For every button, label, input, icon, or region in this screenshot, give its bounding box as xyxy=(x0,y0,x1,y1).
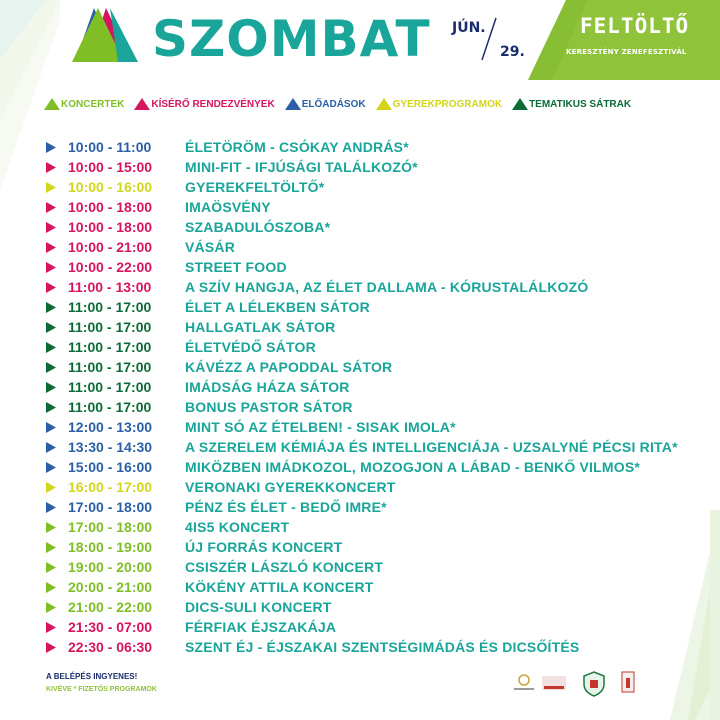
schedule-title: ÉLETVÉDŐ SÁTOR xyxy=(185,339,316,355)
schedule-title: IMÁDSÁG HÁZA SÁTOR xyxy=(185,379,350,395)
schedule-row xyxy=(46,517,710,537)
schedule-title: HALLGATLAK SÁTOR xyxy=(185,319,336,335)
legend-triangle-icon xyxy=(376,98,392,110)
schedule-row xyxy=(46,177,710,197)
schedule-title: CSISZÉR LÁSZLÓ KONCERT xyxy=(185,559,384,575)
schedule-title: IMAÖSVÉNY xyxy=(185,199,271,215)
sponsor-logos xyxy=(512,670,672,700)
schedule-time: 10:00 - 16:00 xyxy=(68,179,153,195)
play-arrow-icon xyxy=(46,522,56,533)
schedule-time: 20:00 - 21:00 xyxy=(68,579,153,595)
sponsor-logo-3 xyxy=(584,672,604,696)
schedule-time: 11:00 - 17:00 xyxy=(68,399,152,415)
brand-name: FELTÖLTŐ xyxy=(580,14,690,38)
schedule-title: SZABADULÓSZOBA* xyxy=(185,219,331,235)
play-arrow-icon xyxy=(46,262,56,273)
play-arrow-icon xyxy=(46,162,56,173)
sponsor-logo-4 xyxy=(622,672,634,692)
schedule-time: 11:00 - 17:00 xyxy=(68,319,152,335)
schedule-title: MINT SÓ AZ ÉTELBEN! - SISAK IMOLA* xyxy=(185,419,456,435)
schedule-title: ÉLETÖRÖM - CSÓKAY ANDRÁS* xyxy=(185,139,409,155)
schedule-time: 21:30 - 07:00 xyxy=(68,619,153,635)
schedule-time: 11:00 - 17:00 xyxy=(68,339,152,355)
schedule-row xyxy=(46,217,710,237)
schedule-time: 11:00 - 13:00 xyxy=(68,279,152,295)
schedule-title: KÁVÉZZ A PAPODDAL SÁTOR xyxy=(185,359,393,375)
legend-label: KÍSÉRŐ RENDEZVÉNYEK xyxy=(151,98,275,110)
schedule-row xyxy=(46,137,710,157)
schedule-time: 19:00 - 20:00 xyxy=(68,559,153,575)
schedule-time: 17:00 - 18:00 xyxy=(68,499,153,515)
date-day: 29. xyxy=(500,44,525,60)
play-arrow-icon xyxy=(46,222,56,233)
schedule-title: PÉNZ ÉS ÉLET - BEDŐ IMRE* xyxy=(185,499,387,515)
schedule-title: MIKÖZBEN IMÁDKOZOL, MOZOGJON A LÁBAD - BENKŐ VILMOS* xyxy=(185,459,641,475)
legend-label: TEMATIKUS SÁTRAK xyxy=(529,98,632,110)
legend-triangle-icon xyxy=(512,98,528,110)
schedule-title: BONUS PASTOR SÁTOR xyxy=(185,399,353,415)
schedule-time: 11:00 - 17:00 xyxy=(68,299,152,315)
schedule-title: A SZERELEM KÉMIÁJA ÉS INTELLIGENCIÁJA - UZSALYNÉ PÉCSI RITA* xyxy=(185,439,678,455)
schedule-time: 12:00 - 13:00 xyxy=(68,419,153,435)
schedule-time: 11:00 - 17:00 xyxy=(68,359,152,375)
schedule-row xyxy=(46,157,710,177)
schedule-title: GYEREKFELTÖLTŐ* xyxy=(185,179,325,195)
legend-label: GYEREKPROGRAMOK xyxy=(392,98,503,110)
free-entry-note: A BELÉPÉS INGYENES! xyxy=(46,672,138,681)
schedule-time: 10:00 - 18:00 xyxy=(68,199,153,215)
schedule-row xyxy=(46,477,710,497)
schedule-row xyxy=(46,617,710,637)
schedule-row xyxy=(46,557,710,577)
play-arrow-icon xyxy=(46,582,56,593)
schedule-row xyxy=(46,277,710,297)
schedule-title: FÉRFIAK ÉJSZAKÁJA xyxy=(185,619,337,635)
schedule-row xyxy=(46,257,710,277)
schedule-title: KÖKÉNY ATTILA KONCERT xyxy=(185,579,374,595)
schedule-row xyxy=(46,417,710,437)
schedule-title: ÉLET A LÉLEKBEN SÁTOR xyxy=(185,299,370,315)
schedule-list xyxy=(46,137,710,657)
brand-panel xyxy=(528,0,720,80)
play-arrow-icon xyxy=(46,282,56,293)
legend-triangle-icon xyxy=(134,98,150,110)
schedule-row xyxy=(46,297,710,317)
paid-programs-note: KIVÉVE * FIZETŐS PROGRAMOK xyxy=(46,686,157,693)
date-month: JÚN. xyxy=(452,20,486,36)
schedule-time: 13:30 - 14:30 xyxy=(68,439,153,455)
schedule-time: 17:00 - 18:00 xyxy=(68,519,153,535)
schedule-title: SZENT ÉJ - ÉJSZAKAI SZENTSÉGIMÁDÁS ÉS DICSŐÍTÉS xyxy=(185,639,580,655)
schedule-time: 18:00 - 19:00 xyxy=(68,539,153,555)
schedule-time: 10:00 - 21:00 xyxy=(68,239,153,255)
play-arrow-icon xyxy=(46,342,56,353)
schedule-time: 10:00 - 11:00 xyxy=(68,139,152,155)
play-arrow-icon xyxy=(46,642,56,653)
schedule-row xyxy=(46,577,710,597)
festival-triangles-logo xyxy=(72,8,142,62)
play-arrow-icon xyxy=(46,362,56,373)
play-arrow-icon xyxy=(46,542,56,553)
sponsor-logo-1 xyxy=(514,675,534,690)
legend-item xyxy=(512,98,631,110)
schedule-title: STREET FOOD xyxy=(185,259,287,275)
legend-triangle-icon xyxy=(44,98,60,110)
schedule-time: 10:00 - 15:00 xyxy=(68,159,153,175)
schedule-title: ÚJ FORRÁS KONCERT xyxy=(185,539,343,555)
legend-item xyxy=(44,98,124,110)
schedule-time: 10:00 - 22:00 xyxy=(68,259,153,275)
play-arrow-icon xyxy=(46,322,56,333)
legend-label: KONCERTEK xyxy=(61,98,125,110)
schedule-row xyxy=(46,357,710,377)
schedule-row xyxy=(46,317,710,337)
play-arrow-icon xyxy=(46,562,56,573)
legend-label: ELŐADÁSOK xyxy=(301,98,366,110)
schedule-time: 15:00 - 16:00 xyxy=(68,459,153,475)
legend-item xyxy=(134,98,274,110)
schedule-row xyxy=(46,457,710,477)
legend-triangle-icon xyxy=(285,98,301,110)
schedule-row xyxy=(46,197,710,217)
schedule-title: 4IS5 KONCERT xyxy=(185,519,290,535)
date-separator-slash xyxy=(478,16,498,62)
header xyxy=(0,0,720,80)
schedule-time: 16:00 - 17:00 xyxy=(68,479,153,495)
schedule-row xyxy=(46,597,710,617)
schedule-title: A SZÍV HANGJA, AZ ÉLET DALLAMA - KÓRUSTALÁLKOZÓ xyxy=(185,279,589,295)
schedule-row xyxy=(46,437,710,457)
schedule-time: 22:30 - 06:30 xyxy=(68,639,153,655)
sponsor-logo-2 xyxy=(542,676,566,690)
play-arrow-icon xyxy=(46,382,56,393)
play-arrow-icon xyxy=(46,202,56,213)
schedule-title: VÁSÁR xyxy=(185,239,236,255)
day-title: SZOMBAT xyxy=(152,10,431,68)
brand-subtitle: KERESZTÉNY ZENEFESZTIVÁL xyxy=(566,48,687,56)
play-arrow-icon xyxy=(46,442,56,453)
legend-item xyxy=(376,98,502,110)
schedule-row xyxy=(46,497,710,517)
schedule-title: DICS-SULI KONCERT xyxy=(185,599,332,615)
schedule-row xyxy=(46,377,710,397)
legend-item xyxy=(285,98,366,110)
schedule-row xyxy=(46,237,710,257)
play-arrow-icon xyxy=(46,462,56,473)
schedule-time: 11:00 - 17:00 xyxy=(68,379,152,395)
category-legend xyxy=(44,96,704,112)
play-arrow-icon xyxy=(46,602,56,613)
schedule-row xyxy=(46,337,710,357)
play-arrow-icon xyxy=(46,482,56,493)
play-arrow-icon xyxy=(46,402,56,413)
play-arrow-icon xyxy=(46,302,56,313)
play-arrow-icon xyxy=(46,142,56,153)
schedule-row xyxy=(46,537,710,557)
schedule-title: VERONAKI GYEREKKONCERT xyxy=(185,479,396,495)
play-arrow-icon xyxy=(46,182,56,193)
schedule-time: 10:00 - 18:00 xyxy=(68,219,153,235)
schedule-time: 21:00 - 22:00 xyxy=(68,599,153,615)
play-arrow-icon xyxy=(46,242,56,253)
schedule-row xyxy=(46,397,710,417)
schedule-title: MINI-FIT - IFJÚSÁGI TALÁLKOZÓ* xyxy=(185,159,418,175)
play-arrow-icon xyxy=(46,422,56,433)
play-arrow-icon xyxy=(46,502,56,513)
schedule-row xyxy=(46,637,710,657)
play-arrow-icon xyxy=(46,622,56,633)
